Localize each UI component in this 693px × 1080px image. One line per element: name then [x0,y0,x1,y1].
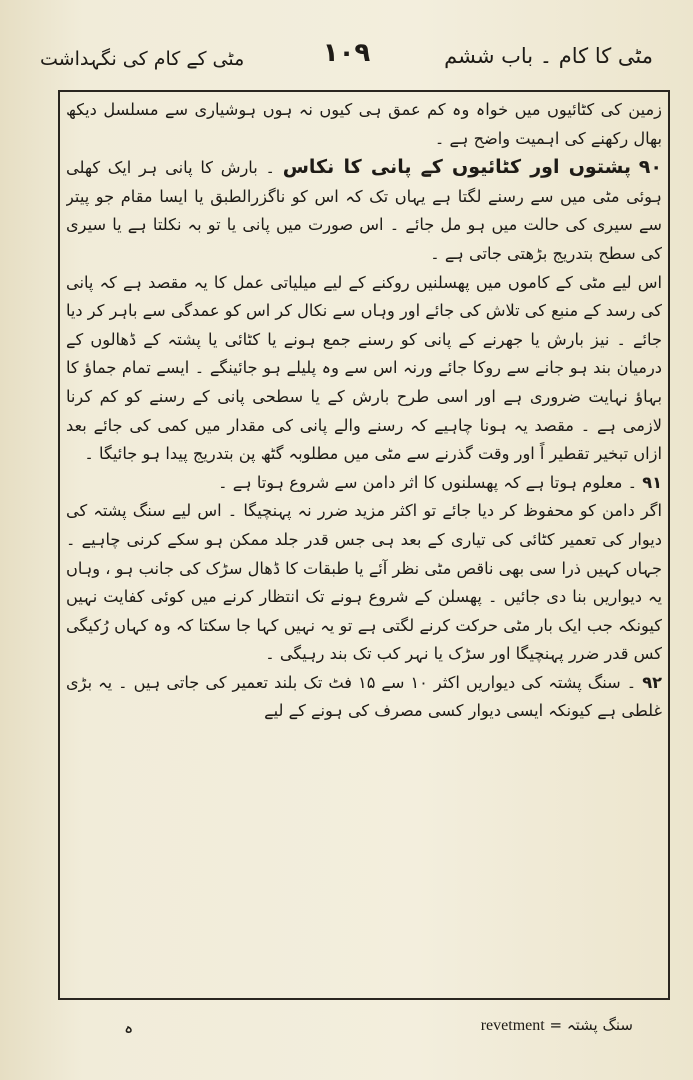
footnote-mark: ہ [124,1018,134,1037]
paragraph-90-text: ہر ایک کھلی ہوئی مٹی میں سے رسنے لگتا ہے یہاں تک کہ اس کو ناگزرالطبق یا ایسا مقام جو پیتر سے سیری کی حالت میں ہو مل جائے ۔ اس صورت میں پانی یا تو بہ نکلتا ہے یا سیری کی سطح بتدریج بڑھتی جاتی ہے ۔ [66,158,662,263]
chapter-title: مٹی کا کام ۔ باب ششم [444,44,653,68]
section-number-90: ۹۰ [638,156,662,179]
footnote [481,1016,633,1035]
section-title: مٹی کے کام کی نگہداشت [40,48,245,70]
page-number: ۱۰۹ [322,38,371,68]
paragraph-91-heading [66,469,662,498]
paragraph-intro: زمین کی کٹائیوں میں خواہ وہ کم عمق ہی کیوں نہ ہوں ہوشیاری سے مسلسل دیکھ بھال رکھنے کی اہمیت واضح ہے ۔ [66,100,662,148]
section-number-92: ۹۲ [642,672,662,692]
section-number-91: ۹۱ [642,472,662,492]
section-lead-92: ۔ سنگ پشتہ کی دیواریں اکثر ۱۰ سے ۱۵ فٹ تک بلند تعمیر کی جاتی [166,672,637,692]
footnote-separator: = [549,1016,563,1034]
paragraph-90 [66,153,662,268]
footnote-urdu-term: سنگ پشتہ [566,1016,633,1034]
page-header [40,38,653,82]
section-lead-90: ۔ بارش کا پانی [165,158,275,178]
section-lead-91: ۔ معلوم ہوتا ہے کہ پھسلنوں کا اثر دامن سے شروع ہوتا ہے ۔ [218,472,638,492]
section-heading-90: پشتوں اور کٹائیوں کے پانی کا نکاس [282,156,632,179]
paragraph-92 [66,669,662,726]
footnote-english-term: revetment [480,1017,545,1034]
paragraph-90-continued: اس لیے مٹی کے کاموں میں پھسلنیں روکنے کے لیے میلیاتی عمل کا یہ مقصد ہے کہ پانی کی رسد کے منبع کی تلاش کی جائے اور وہاں سے نکال کر اس کو عمدگی سے باہر کر دیا جائے ۔ نیز بارش یا جھرنے کے پانی کو رسنے جمع ہونے یا کٹائی یا پشتہ کے ڈھالوں کے درمیان بند ہو جانے سے روکا جائے ورنہ اس سے وہ پلیلے ہو جائینگے ۔ ایسے تمام جماؤ کا بہاؤ نہایت ضروری ہے اور اسی طرح بارش کے یا سطحی پانی کے رسنے کو کم کرنا لازمی ہے ۔ مقصد یہ ہونا چاہیے کہ رسنے والے پانی کی مقدار میں کمی کی جائے بعد ازاں تبخیر تقطیر اً اور وقت گذرنے سے مٹی میں مطلوبہ گٹھ پن بتدریج پیدا ہو جائیگا ۔ [66,272,662,464]
paragraph-91: اگر دامن کو محفوظ کر دیا جائے تو اکثر مزید ضرر نہ پہنچیگا ۔ اس لیے سنگ پشتہ کی دیوار کی تعمیر کٹائی کی تیاری کے بعد ہی جس قدر جلد ممکن ہو سکے کرنی چاہیے ۔ جہاں کہیں ذرا سی بھی ناقص مٹی نظر آئے یا طبقات کا ڈھال سڑک کی جانب ہو ، وہاں یہ دیواریں بنا دی جائیں ۔ پھسلن کے شروع ہونے تک انتظار کرنے میں کوئی کفایت نہیں کیونکہ جب ایک بار مٹی حرکت کرنے لگتی ہے تو یہ نہیں کہا جا سکتا کہ وہ کہاں رُکیگی کس قدر ضرر پہنچیگا اور سڑک یا نہر کب تک بند رہیگی ۔ [66,501,662,664]
body-text [66,96,662,996]
paragraph-92-text: ہیں ۔ یہ بڑی غلطی ہے کیونکہ ایسی دیوار کسی مصرف کی ہونے کے لیے [66,672,662,721]
